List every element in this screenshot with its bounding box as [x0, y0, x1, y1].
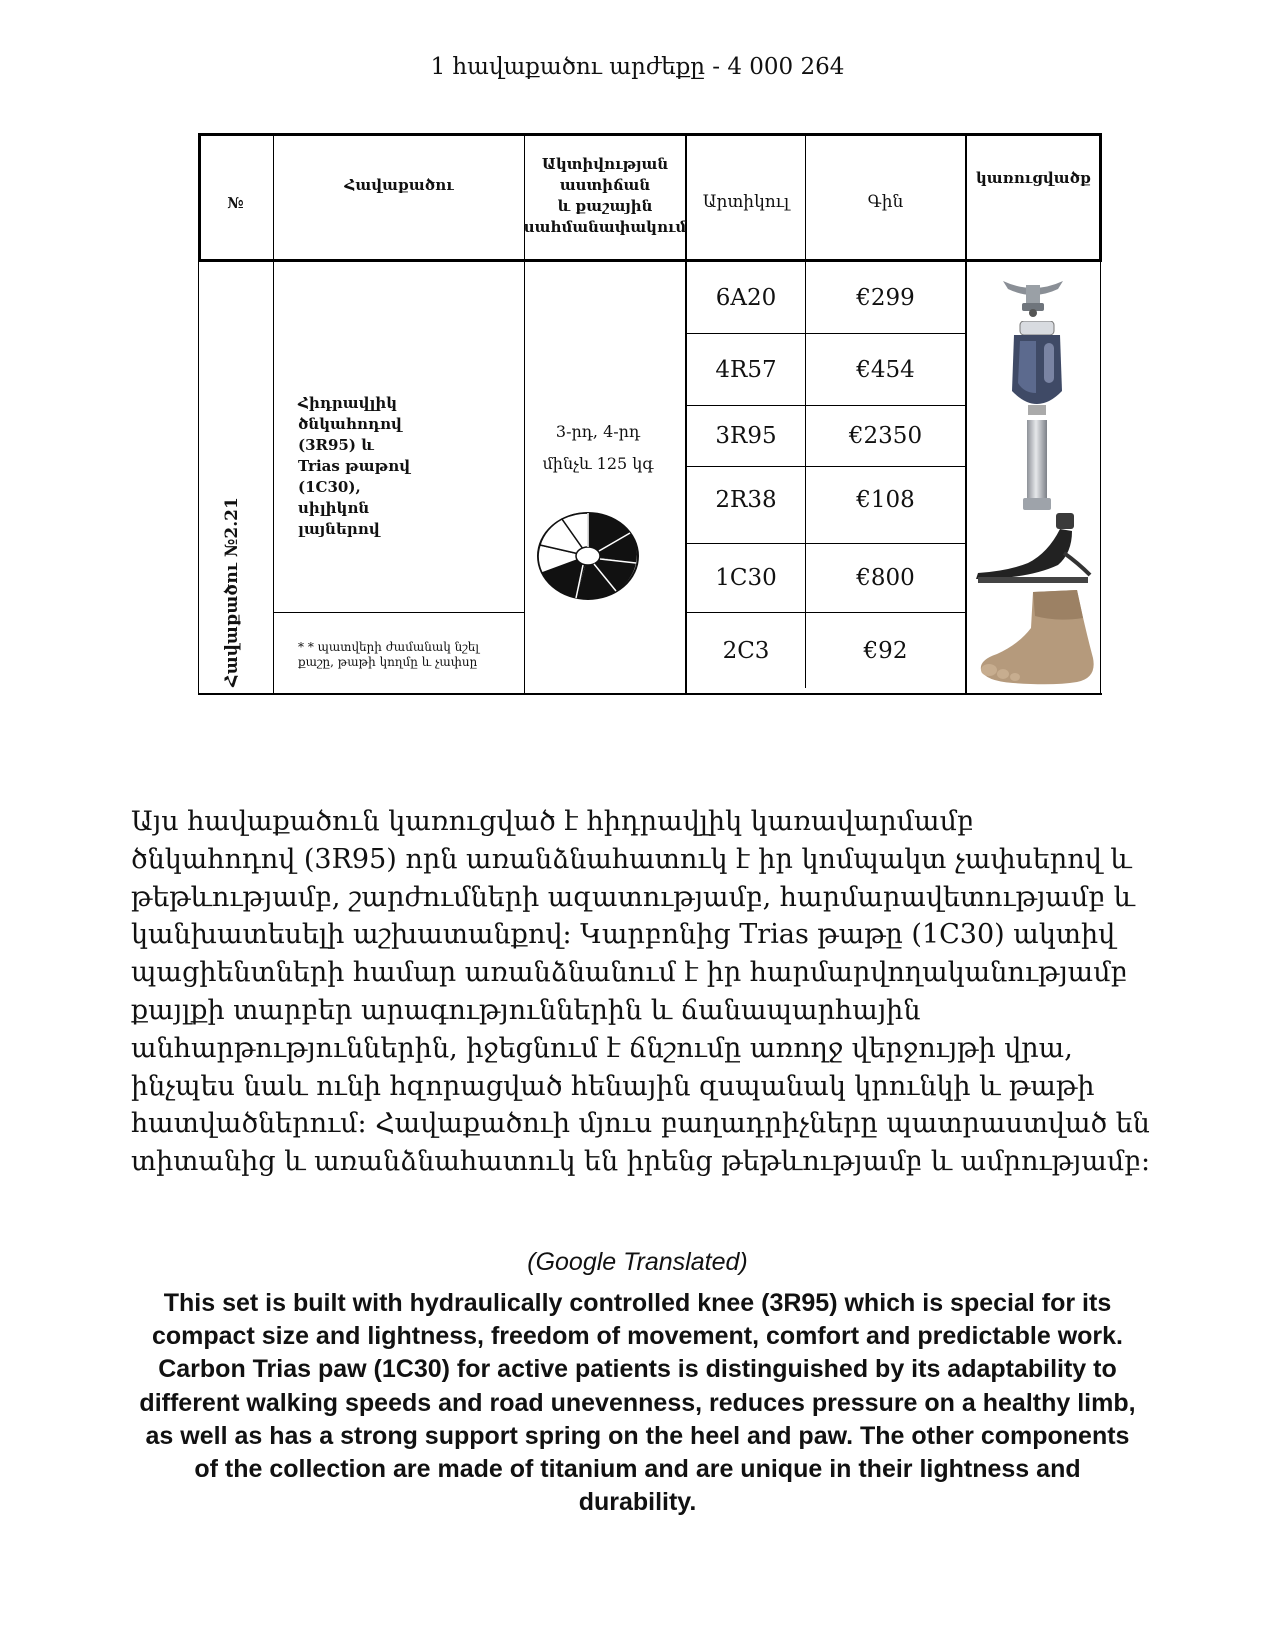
translation-label: (Google Translated) — [527, 1248, 748, 1276]
english-line-6: of the collection are made of titanium and are unique in their lightness and — [194, 1455, 1081, 1484]
row-4-code: 2R38 — [715, 487, 777, 513]
row-3-price: €2350 — [848, 423, 923, 449]
header-structure: կառուցվածք — [975, 168, 1092, 187]
english-line-5: as well as has a strong support spring on the heel and paw. The other components — [145, 1421, 1130, 1450]
header-set: Հավաքածու — [344, 176, 454, 194]
price-table — [198, 133, 1102, 695]
armenian-line-8: ինչպես նաև ունի հզորացված հենային զսպանակ կրունկի և թաթի — [131, 1070, 1095, 1102]
set-name: Հավաքածու №2.21 — [222, 497, 242, 687]
row-6-price: €92 — [863, 637, 908, 664]
header-number: № — [227, 193, 244, 212]
order-note-line-2: քաշը, թաթի կողմը և չափսը — [298, 655, 478, 669]
set-description-line-1: Հիդրավլիկ — [298, 394, 398, 412]
header-activity — [525, 143, 685, 248]
order-note — [298, 640, 528, 670]
header-activity-line-2: աստիճան — [559, 175, 651, 194]
page-title: 1 հավաքածու արժեքը - 4 000 264 — [430, 54, 845, 80]
armenian-line-7: անհարթություններին, իջեցնում է ճնշումը առողջ վերջույթի վրա, — [131, 1032, 1073, 1064]
tube-adapter-icon — [1019, 420, 1055, 515]
header-activity-line-3: և քաշային — [557, 196, 653, 215]
note-divider — [274, 612, 524, 613]
armenian-line-2: ծնկահոդով (3R95) որն առանձնահատուկ է իր կոմպակտ չափսերով և — [131, 843, 1132, 875]
set-description-line-3: Trias թաթով (1C30), — [298, 457, 411, 496]
armenian-line-1: Այս հավաքածուն կառուցված է հիդրավլիկ կառավարմամբ — [131, 806, 974, 837]
set-description-line-4: սիլիկոն լայներով — [298, 499, 380, 538]
english-line-4: different walking speeds and road unevenness, reduces pressure on a healthy limb, — [139, 1388, 1136, 1417]
row-6-code: 2C3 — [722, 637, 770, 664]
armenian-line-6: քայլքի տարբեր արագություններին և ճանապարհային — [131, 994, 921, 1026]
set-description-line-2: ծնկահոդով (3R95) և — [298, 415, 402, 454]
row-1-price: €299 — [856, 285, 915, 311]
row-4-price: €108 — [856, 487, 915, 513]
english-description — [70, 1287, 1205, 1519]
row-2-price: €454 — [856, 357, 915, 383]
english-line-7: durability. — [578, 1488, 697, 1517]
row-5-code: 1C30 — [715, 565, 777, 591]
armenian-line-5: պացիենտների համար առանձնանում է իր հարմարվողականությամբ — [131, 957, 1128, 989]
activity-line-2: մինչև 125 կգ — [542, 454, 654, 473]
row-5-price: €800 — [856, 565, 915, 591]
hydraulic-knee-icon — [1006, 321, 1068, 417]
header-price: Գին — [867, 191, 904, 212]
set-description — [298, 393, 448, 540]
carbon-foot-icon — [968, 513, 1096, 588]
activity-level-chart-icon — [536, 511, 640, 601]
english-line-2: compact size and lightness, freedom of movement, comfort and predictable work. — [151, 1322, 1124, 1351]
row-3-code: 3R95 — [715, 423, 777, 449]
header-article: Արտիկուլ — [702, 191, 790, 212]
activity-line-1: 3-րդ, 4-րդ — [555, 422, 641, 441]
armenian-line-3: թեթևությամբ, շարժումների ազատությամբ, հարմարավետությամբ և — [131, 881, 1135, 913]
armenian-line-10: տիտանից և առանձնահատուկ են իրենց թեթևությամբ և ամրությամբ: — [131, 1146, 1151, 1178]
english-line-1: This set is built with hydraulically controlled knee (3R95) which is special for its — [163, 1289, 1112, 1317]
header-activity-line-4: սահմանափակում — [523, 217, 687, 236]
order-note-line-1: * * պատվերի ժամանակ նշել — [298, 640, 479, 654]
armenian-description — [131, 803, 1161, 1181]
activity-weight — [528, 416, 668, 480]
table-border-left-body — [198, 261, 199, 695]
table-border-right-body — [1100, 261, 1101, 695]
armenian-line-4: կանխատեսելի աշխատանքով: Կարբոնից Trias թաթը (1C30) ակտիվ — [131, 919, 1116, 951]
row-2-code: 4R57 — [715, 357, 777, 383]
pyramid-adapter-icon — [998, 273, 1068, 318]
armenian-line-9: հատվածներում: Հավաքածուի մյուս բաղադրիչները պատրաստված են — [131, 1108, 1150, 1140]
english-line-3: Carbon Trias paw (1C30) for active patients is distinguished by its adaptability to — [158, 1355, 1117, 1384]
foot-cover-icon — [973, 588, 1098, 688]
row-1-code: 6A20 — [715, 285, 777, 311]
header-activity-line-1: Ակտիվության — [541, 154, 669, 173]
